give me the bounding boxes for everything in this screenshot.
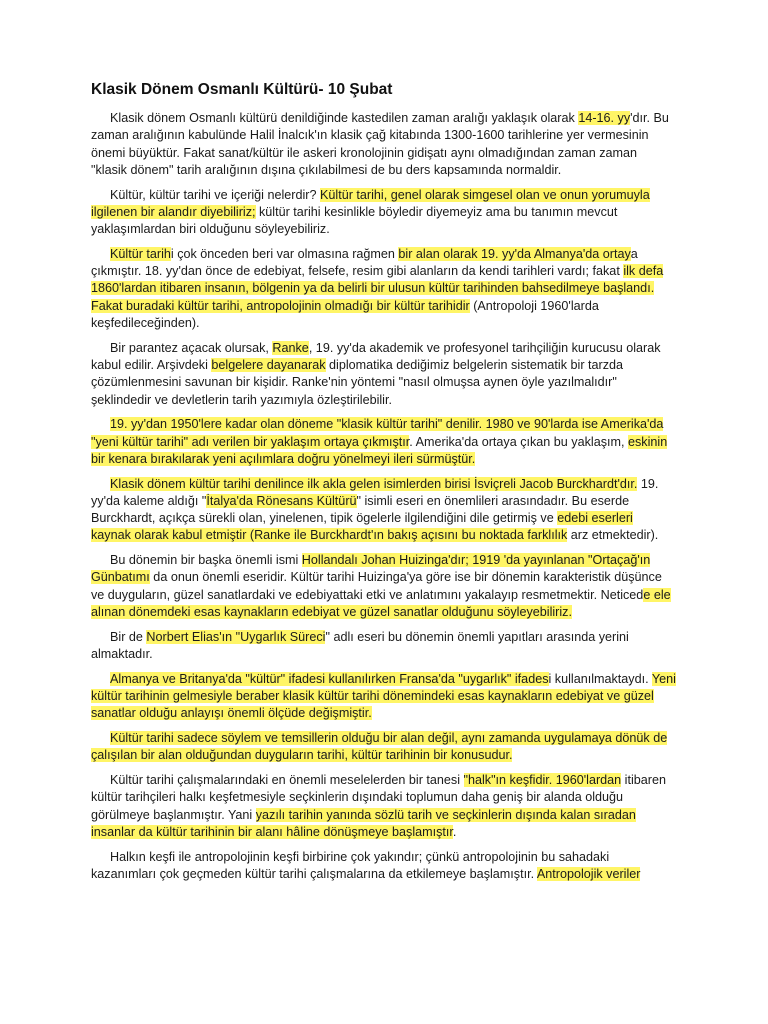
highlighted-text: Kültür tarihi, genel olarak simgesel olan ve onun yorumuyla ilgilenen bir alandır diyebiliriz;	[91, 187, 650, 219]
highlighted-text: Ranke	[272, 340, 309, 355]
paragraph	[91, 416, 676, 468]
highlighted-text: Almanya ve Britanya'da "kültür" ifadesi kullanılırken Fransa'da "uygarlık" ifades	[110, 671, 549, 686]
paragraph	[91, 629, 676, 664]
text-segment: arz etmektedir).	[567, 528, 659, 543]
text-segment: i kullanılmaktaydı.	[548, 671, 652, 686]
text-segment: 'dır. Bu zaman aralığının kabulünde Halil İnalcık'ın klasik çağ kitabında 1300-1600 tarihlerine yer vermesinin önemi büyüktür. Fakat sanat/kültür ile askeri kronolojinin gidişatı aynı olmadığından zaman zaman "klasik dönem" tarih aralığının dışına çıkılabilmesi de bu ders kapsamında normaldir.	[91, 111, 669, 177]
text-segment: Halkın keşfi ile antropolojinin keşfi birbirine çok yakındır; çünkü antropolojinin bu sahadaki kazanımları çok geçmeden kültür tarihi çalışmalarına da etkilemeye başlamıştır.	[91, 849, 610, 881]
text-segment: Bir de	[110, 629, 147, 644]
paragraph	[91, 730, 676, 765]
highlighted-text: yazılı tarihin yanında sözlü tarih ve seçkinlerin dışında kalan sıradan insanlar da kültür tarihinin bir alanı hâline dönüşmeye başlamıştır	[91, 807, 636, 839]
text-segment: .	[452, 824, 457, 839]
text-segment: 19. yy'da kaleme aldığı "	[91, 476, 659, 508]
highlighted-text: Yeni kültür tarihinin gelmesiyle beraber klasik kültür tarihi dönemindeki esas kaynakların edebiyat ve güzel sanatlar olduğu anlayışı önemli ölçüde değişmiştir.	[91, 671, 676, 721]
document-title: Klasik Dönem Osmanlı Kültürü- 10 Şubat	[91, 81, 393, 98]
highlighted-text: Kültür tarihi sadece söylem ve temsillerin olduğu bir alan değil, aynı zamanda uygulamaya dönük de çalışılan bir alan olduğundan duyguların tarihi, kültür tarihinin bir konusudur.	[91, 731, 668, 763]
text-segment: , 19. yy'da akademik ve profesyonel tarihçiliğin kurucusu olarak kabul edilir. Arşivdeki	[91, 340, 661, 373]
text-segment: " adlı eseri bu dönemin önemli yapıtları arasında yerini almaktadır.	[91, 629, 629, 662]
text-segment: (Antropoloji 1960'larda keşfedileceğinden).	[91, 298, 599, 331]
text-segment: Bu dönemin bir başka önemli ismi	[110, 553, 302, 568]
paragraph	[91, 187, 676, 239]
paragraph	[91, 552, 676, 621]
paragraph	[91, 246, 676, 332]
highlighted-text: 19. yy'dan 1950'lere kadar olan döneme "klasik kültür tarihi" denilir. 1980 ve 90'larda ise Amerika'da "yeni kültür tarihi" adı verilen bir yaklaşım ortaya çıkmıştır	[91, 417, 664, 449]
highlighted-text: Kültür tarih	[110, 246, 171, 261]
paragraph	[91, 340, 676, 409]
text-segment: da onun önemli eseridir. Kültür tarihi Huizinga'ya göre ise bir dönemin karakteristik düşünce ve duyguların, güzel sanatlardaki ve edebiyattaki etki ve anlatımını yakalayıp resmetmektir. Neticed	[91, 570, 662, 602]
text-segment: Kültür tarihi çalışmalarındaki en önemli meselelerden bir tanesi	[110, 773, 464, 787]
highlighted-text: Norbert Elias'ın "Uygarlık Süreci	[146, 629, 326, 644]
highlighted-text: e ele alınan dönemdeki esas kaynakların edebiyat ve güzel sanatlar olduğunu söyleyebiliriz.	[91, 587, 671, 620]
highlighted-text: Antropolojik veriler	[536, 866, 641, 881]
highlighted-text: İtalya'da Rönesans Kültürü	[206, 493, 357, 508]
text-segment: " isimli eseri en önemlileri arasındadır. Bu eserde Burckhardt, açıkça sürekli olan, yinelenen, tipik ögelerle ilgilendiğini dile getirmiş ve	[91, 493, 630, 526]
text-segment: itibaren kültür tarihçileri halkı keşfetmesiyle seçkinlerin dışındaki toplumun daha geniş bir alanda olduğu görülmeye başlanmıştır. Yani	[91, 773, 666, 822]
text-segment: Bir parantez açacak olursak,	[110, 340, 273, 355]
highlighted-text: 14-16. yy	[578, 111, 631, 125]
highlighted-text: Hollandalı Johan Huizinga'dır; 1919 'da yayınlanan "Ortaçağ'ın Günbatımı	[91, 553, 651, 585]
highlighted-text: bir alan olarak 19. yy'da Almanya'da ortay	[398, 246, 631, 261]
highlighted-text: belgelere dayanarak	[211, 358, 326, 373]
paragraph	[91, 772, 676, 841]
paragraph	[91, 110, 676, 179]
highlighted-text: edebi eserleri kaynak olarak kabul etmiştir (Ranke ile Burckhardt'ın bakış açısını bu noktada farklılık	[91, 511, 633, 543]
document-body	[91, 110, 676, 883]
paragraph	[91, 849, 676, 884]
paragraph	[91, 476, 676, 545]
paragraph	[91, 671, 676, 723]
text-segment: i çok önceden beri var olmasına rağmen	[170, 246, 399, 261]
text-segment: Kültür, kültür tarihi ve içeriği nelerdir?	[110, 187, 320, 202]
text-segment: kültür tarihi kesinlikle böyledir diyemeyiz ama bu tanımın mevcut yaklaşımlardan biri olduğunu söyleyebiliriz.	[91, 204, 618, 237]
text-segment: diplomatika dediğimiz belgelerin sistematik bir tarzda çözümlenmesini savunan bir kişidir. Ranke'nin yöntemi "nasıl olmuşsa aynen öyle yazılmalıdır" şeklindedir ve devletlerin tarih yazımıyla özleştirilebilir.	[91, 358, 624, 407]
highlighted-text: Klasik dönem kültür tarihi denilince ilk akla gelen isimlerden birisi İsviçreli Jacob Burckhardt'dır.	[110, 476, 638, 491]
text-segment: Klasik dönem Osmanlı kültürü denildiğinde kastedilen zaman aralığı yaklaşık olarak	[110, 111, 579, 125]
highlighted-text: "halk"ın keşfidir. 1960'lardan	[463, 773, 622, 787]
document-page	[91, 80, 676, 891]
highlighted-text: ilk defa 1860'lardan itibaren insanın, bölgenin ya da belirli bir ulusun kültür tarihinden bahsedilmeye başlandı. Fakat buradaki kültür tarihi, antropolojinin olmadığı bir kültür tarihidir	[91, 264, 664, 313]
highlighted-text: eskinin bir kenara bırakılarak yeni açılımlara doğru yönelmeyi ileri sürmüştür.	[91, 434, 668, 466]
text-segment: . Amerika'da ortaya çıkan bu yaklaşım,	[409, 434, 628, 449]
text-segment: a çıkmıştır. 18. yy'dan önce de edebiyat, felsefe, resim gibi alanların da kendi tarihleri vardı; fakat	[91, 246, 638, 279]
